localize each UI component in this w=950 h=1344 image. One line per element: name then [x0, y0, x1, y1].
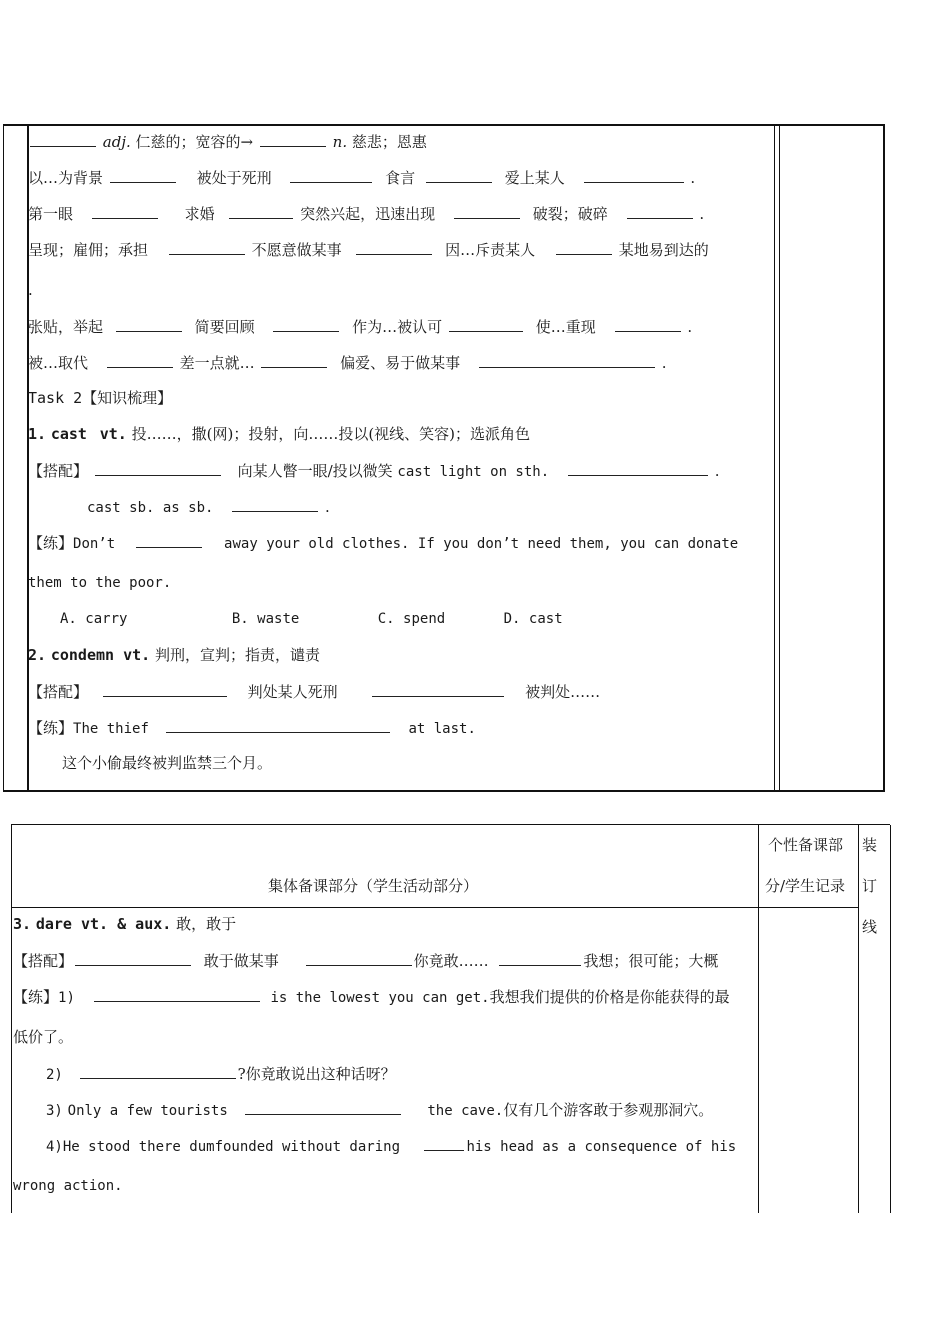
dare-collocation [13, 950, 718, 971]
option-a[interactable]: A. carry [60, 611, 128, 627]
answer-blank[interactable] [166, 717, 390, 733]
item-number: 3. [13, 915, 32, 933]
answer-blank[interactable] [454, 203, 520, 219]
vocab-text: 差一点就… [179, 354, 255, 372]
vocab-text: 简要回顾 [194, 318, 255, 336]
practice-text: The thief [73, 721, 149, 737]
condemn-heading [28, 645, 320, 665]
answer-blank[interactable] [426, 167, 492, 183]
cast-collocation-2 [87, 496, 330, 518]
practice-text: away your old clothes. If you don’t need them, you can donate [224, 536, 739, 552]
answer-blank[interactable] [30, 131, 96, 147]
vocab-row-6 [28, 352, 667, 373]
dare-practice-1 [13, 986, 730, 1008]
vocab-row-4 [28, 239, 709, 260]
dare-practice-4-cont: wrong action. [13, 1178, 123, 1194]
item-number: 2) [46, 1067, 63, 1083]
answer-blank[interactable] [232, 496, 318, 512]
punctuation: . [699, 205, 705, 223]
pos-label: adj. [102, 133, 131, 151]
answer-blank[interactable] [75, 950, 191, 966]
vocab-text: 因…斥责某人 [445, 241, 536, 259]
vocab-text: 突然兴起，迅速出现 [300, 205, 436, 223]
item-number: 1) [58, 990, 75, 1006]
collocation-text: cast light on sth. [397, 464, 550, 480]
practice-text: Don’t [73, 536, 116, 552]
vocab-text: 仁慈的；宽容的→ [135, 133, 254, 151]
answer-blank[interactable] [556, 239, 612, 255]
vocab-text: 以…为背景 [28, 169, 104, 187]
answer-blank[interactable] [80, 1063, 236, 1079]
practice-label: 【练】 [28, 719, 74, 737]
answer-blank[interactable] [260, 131, 326, 147]
vocab-text: 被处于死刑 [196, 169, 272, 187]
punctuation: . [714, 462, 720, 480]
punctuation: . [687, 318, 693, 336]
table-divider [779, 126, 780, 790]
dare-practice-4 [46, 1135, 736, 1157]
side-header-line-2: 分/学生记录 [765, 877, 846, 895]
table-divider [774, 126, 775, 790]
answer-blank[interactable] [92, 203, 158, 219]
table-divider [11, 907, 858, 908]
answer-blank[interactable] [499, 950, 581, 966]
item-number: 3) [46, 1103, 63, 1119]
answer-blank[interactable] [110, 167, 176, 183]
answer-blank[interactable] [261, 352, 327, 368]
vocab-text: 第一眼 [28, 205, 74, 223]
collocation-text: 判处某人死刑 [247, 683, 338, 701]
vocab-text: 破裂；破碎 [532, 205, 608, 223]
practice-text: ?你竟敢说出这种话呀？ [237, 1065, 396, 1083]
practice-text: his head as a consequence of his [466, 1139, 737, 1155]
vocab-word: cast [50, 425, 87, 443]
vocab-row-2 [28, 167, 695, 188]
dare-practice-3 [46, 1099, 713, 1121]
cast-practice-cont: them to the poor. [28, 575, 172, 591]
answer-blank[interactable] [245, 1099, 401, 1115]
task2-title: Task 2【知识梳理】 [28, 389, 173, 407]
option-c[interactable]: C. spend [377, 611, 446, 627]
answer-blank[interactable] [107, 352, 173, 368]
answer-blank[interactable] [94, 986, 260, 1002]
answer-blank[interactable] [615, 316, 681, 332]
practice-text: 仅有几个游客敢于参观那洞穴。 [503, 1101, 714, 1119]
cast-heading [28, 424, 530, 444]
practice-text: is the lowest you can get. [270, 990, 490, 1006]
vocab-text: 张贴，举起 [28, 318, 104, 336]
vocab-text: 求婚 [184, 205, 215, 223]
answer-blank[interactable] [229, 203, 293, 219]
item-number: 2. [28, 646, 47, 664]
section-header: 集体备课部分（学生活动部分） [268, 877, 479, 895]
vocab-text: 爱上某人 [504, 169, 565, 187]
answer-blank[interactable] [306, 950, 412, 966]
answer-blank[interactable] [290, 167, 372, 183]
vocab-text: 某地易到达的 [618, 241, 709, 259]
condemn-practice [28, 717, 476, 739]
answer-blank[interactable] [424, 1135, 464, 1151]
vocab-text: 食言 [385, 169, 416, 187]
vocab-row-1 [28, 131, 427, 152]
dare-heading [13, 914, 236, 934]
collocation-text: 被判处…… [525, 683, 601, 701]
collocation-text: cast sb. as sb. [87, 500, 214, 516]
pos-label: n. [332, 133, 348, 151]
practice-text: at last. [408, 721, 476, 737]
collocation-label: 【搭配】 [13, 952, 74, 970]
option-d[interactable]: D. cast [503, 611, 563, 627]
punctuation: . [690, 169, 696, 187]
binding-char-3: 线 [862, 918, 878, 936]
collocation-label: 【搭配】 [28, 462, 89, 480]
condemn-translation: 这个小偷最终被判监禁三个月。 [62, 754, 273, 772]
vocab-text: 呈现；雇佣；承担 [28, 241, 149, 259]
practice-label: 【练】 [28, 534, 74, 552]
answer-blank[interactable] [95, 460, 221, 476]
answer-blank[interactable] [479, 352, 655, 368]
practice-text: Only a few tourists [67, 1103, 228, 1119]
collocation-text: 我想；很可能；大概 [583, 952, 719, 970]
vocab-meaning: 判刑，宣判；指责，谴责 [154, 646, 320, 664]
dare-practice-1-cont: 低价了。 [13, 1028, 74, 1046]
collocation-text: 向某人瞥一眼/投以微笑 [237, 462, 393, 480]
collocation-text: 你竟敢…… [413, 952, 489, 970]
answer-blank[interactable] [169, 239, 245, 255]
binding-char-2: 订 [862, 877, 878, 895]
answer-blank[interactable] [627, 203, 693, 219]
table-divider [858, 825, 859, 1213]
answer-blank[interactable] [449, 316, 523, 332]
vocab-meaning: 敢，敢于 [176, 915, 237, 933]
vocab-text: 慈悲；恩惠 [351, 133, 427, 151]
vocab-text: 作为…被认可 [352, 318, 443, 336]
vocab-row-4-end: . [28, 281, 33, 299]
practice-text: He stood there dumfounded without daring [62, 1139, 401, 1155]
answer-blank[interactable] [103, 681, 227, 697]
answer-blank[interactable] [136, 532, 202, 548]
vocab-text: 使…重现 [535, 318, 596, 336]
punctuation: . [325, 498, 330, 516]
dare-practice-2 [46, 1063, 396, 1085]
vocab-text: 偏爱、易于做某事 [340, 354, 461, 372]
vocab-word: dare vt. & aux. [35, 915, 172, 933]
answer-blank[interactable] [584, 167, 684, 183]
vocab-text: 被…取代 [28, 354, 89, 372]
answer-blank[interactable] [568, 460, 708, 476]
practice-label: 【练】 [13, 988, 59, 1006]
condemn-collocation [28, 681, 600, 702]
option-b[interactable]: B. waste [231, 611, 300, 627]
cast-practice [28, 532, 738, 554]
vocab-text: 不愿意做某事 [251, 241, 342, 259]
pos-label: vt. [99, 425, 127, 443]
binding-char-1: 装 [862, 836, 878, 854]
table-divider [758, 825, 759, 1213]
item-number: 4) [46, 1139, 63, 1155]
answer-blank[interactable] [273, 316, 339, 332]
table-divider [11, 825, 12, 1213]
vocab-row-3 [28, 203, 704, 224]
cast-options [60, 609, 563, 629]
answer-blank[interactable] [356, 239, 432, 255]
punctuation: . [661, 354, 667, 372]
cast-collocation [28, 460, 719, 482]
collocation-label: 【搭配】 [28, 683, 89, 701]
vocab-row-5 [28, 316, 692, 337]
practice-text: 我想我们提供的价格是你能获得的最 [489, 988, 730, 1006]
side-header-line-1: 个性备课部 [768, 836, 844, 854]
table-divider [890, 825, 891, 1213]
vocab-meaning: 投……，撒(网)；投射，向……投以(视线、笑容)；选派角色 [131, 425, 531, 443]
vocab-word: condemn vt. [50, 646, 151, 664]
collocation-text: 敢于做某事 [203, 952, 279, 970]
item-number: 1. [28, 425, 47, 443]
answer-blank[interactable] [372, 681, 504, 697]
practice-text: the cave. [427, 1103, 504, 1119]
answer-blank[interactable] [116, 316, 182, 332]
